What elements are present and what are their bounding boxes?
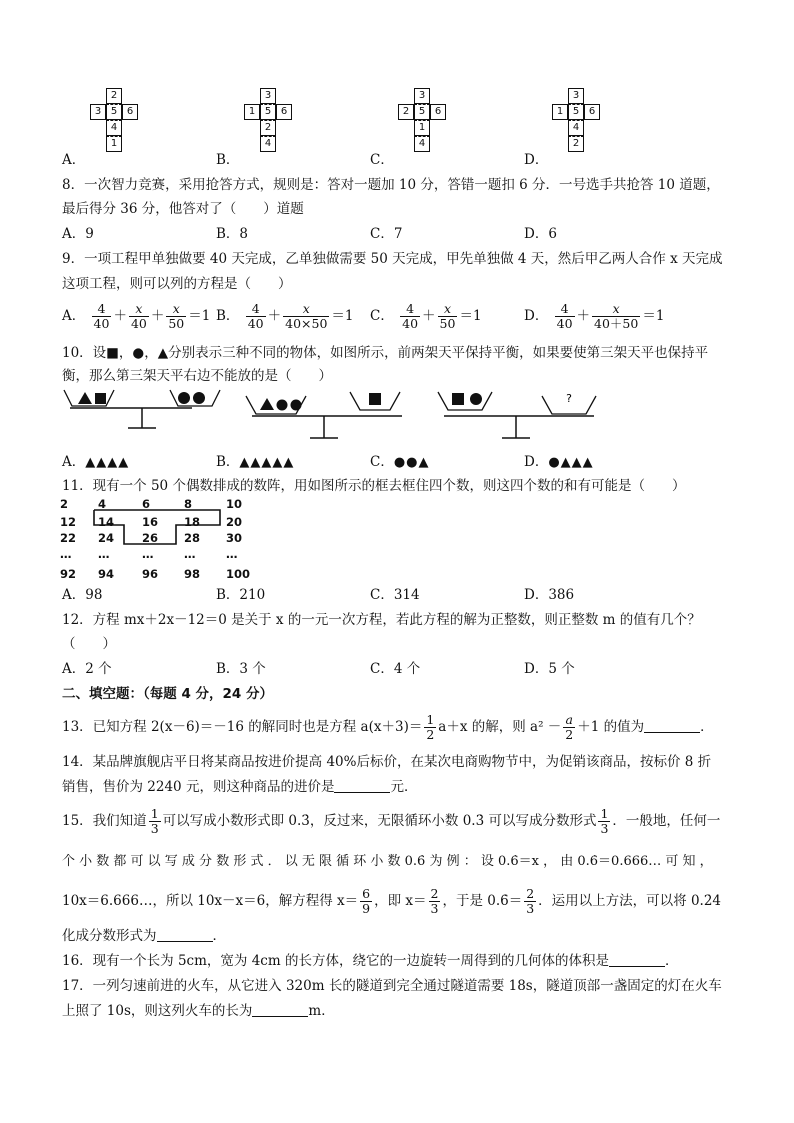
q9c-frac-2: $\frac{x}{50}$: [439, 301, 456, 331]
array-number: 18: [184, 515, 201, 529]
net-face: 2: [106, 88, 122, 104]
net-face: 2: [260, 120, 276, 136]
q9-option-b: B． $\frac{4}{40}$ ＋ $\frac{x}{40\times 50}$ ＝1: [216, 301, 354, 331]
q9-text-1: 9．一项工程甲单独做要 40 天完成，乙单独做需要 50 天完成，甲先单独做 4 天，然后甲乙两人合作 x 天完成: [62, 251, 723, 267]
net-face: 4: [260, 136, 276, 152]
net-option-label: B．: [216, 152, 240, 168]
array-number: …: [184, 547, 196, 561]
q9a-frac-1: $\frac{4}{40}$: [93, 301, 110, 331]
q14-text-1: 14．某品牌旗舰店平日将某商品按进价提高 40%后标价，在某次电商购物节中，为促销该商品，按标价 8 折: [62, 754, 712, 770]
q10-option-a: A．▲▲▲▲: [62, 454, 130, 470]
q9-option-b-label: B．: [216, 308, 240, 324]
net-face: 5: [106, 104, 122, 120]
q11-option-a: A．98: [62, 587, 103, 603]
array-number: 96: [142, 567, 159, 581]
net-face: 4: [106, 120, 122, 136]
q15-answer-blank[interactable]: [157, 927, 213, 942]
q9b-frac-2: $\frac{x}{40\times 50}$: [285, 301, 328, 331]
q8-text-2: 最后得分 36 分，他答对了（ ）道题: [62, 201, 304, 217]
q9c-frac-1: $\frac{4}{40}$: [402, 301, 419, 331]
array-number: 30: [226, 531, 243, 545]
q12-option-b: B．3 个: [216, 661, 266, 677]
q12-option-a: A．2 个: [62, 661, 112, 677]
array-number: …: [142, 547, 154, 561]
q8-option-a: A．9: [62, 226, 94, 242]
array-number: 24: [98, 531, 115, 545]
q13-answer-blank[interactable]: [644, 718, 700, 733]
balance-scale-3: [438, 392, 596, 438]
q15-text-3: 10x＝6.666…，所以 10x－x＝6，解方程得 x＝ $\frac{6}{9}$ ，即 x＝ $\frac{2}{3}$ ，于是 0.6̇＝ $\frac{2}{3}$ ．运用以上方法，可以将 0.2̇4̇: [62, 886, 722, 916]
question-mark: ?: [566, 392, 572, 405]
net-face: 1: [244, 104, 260, 120]
array-number: 92: [60, 567, 77, 581]
net-option-label: D．: [524, 152, 549, 168]
q17-text-2: 上照了 10s，则这列火车的长为 m．: [62, 1003, 335, 1019]
array-number: 2: [60, 497, 69, 511]
net-face: 4: [568, 120, 584, 136]
q9-option-d-label: D．: [524, 308, 549, 324]
q8-option-b: B．8: [216, 226, 249, 242]
q9a-frac-3: $\frac{x}{50}$: [168, 301, 185, 331]
net-face: 5: [568, 104, 584, 120]
q9-option-c: C． $\frac{4}{40}$ ＋ $\frac{x}{50}$ ＝1: [370, 301, 482, 331]
q9d-frac-1: $\frac{4}{40}$: [556, 301, 573, 331]
array-number: 10: [226, 497, 243, 511]
balance-scale-2: [246, 392, 402, 438]
net-face: 4: [414, 136, 430, 152]
q17-text-1: 17．一列匀速前进的火车，从它进入 320m 长的隧道到完全通过隧道需要 18s，隧道顶部一盏固定的灯在火车: [62, 978, 722, 994]
net-face: 3: [568, 88, 584, 104]
q10-option-c: C．●●▲: [370, 454, 430, 470]
net-face: 2: [568, 136, 584, 152]
net-face: 1: [106, 136, 122, 152]
q9-option-c-label: C．: [370, 308, 394, 324]
q9b-frac-1: $\frac{4}{40}$: [247, 301, 264, 331]
array-number: 6: [142, 497, 151, 511]
array-number: 20: [226, 515, 243, 529]
q16-answer-blank[interactable]: [609, 952, 665, 967]
q14-answer-blank[interactable]: [334, 778, 390, 793]
section-heading-fill-in: 二、填空题：（每题 4 分，24 分）: [62, 686, 274, 702]
net-face: 3: [414, 88, 430, 104]
net-face: 2: [398, 104, 414, 120]
q14-text-2: 销售，售价为 2240 元，则这种商品的进价是 元．: [62, 779, 418, 795]
q13-text: 13．已知方程 2(x－6)＝－16 的解同时也是方程 a(x＋3)＝ $\frac{1}{2}$ a＋x 的解，则 a² － $\frac{a}{2}$ ＋1 的值为 ．: [62, 712, 714, 742]
q12-text-2: （ ）: [62, 636, 116, 652]
array-number: 98: [184, 567, 201, 581]
array-number: 14: [98, 515, 115, 529]
array-number: …: [98, 547, 110, 561]
q9-option-a: A． $\frac{4}{40}$ ＋ $\frac{x}{40}$ ＋ $\frac{x}{50}$ ＝1: [62, 301, 211, 331]
q9d-frac-2: $\frac{x}{40+50}$: [594, 301, 639, 331]
array-number: 22: [60, 531, 77, 545]
net-option-label: A．: [62, 152, 86, 168]
q17-answer-blank[interactable]: [252, 1002, 308, 1017]
q9-text-2: 这项工程，则可以列的方程是（ ）: [62, 276, 292, 292]
array-number: …: [60, 547, 72, 561]
array-number: 100: [226, 567, 251, 581]
net-face: 5: [260, 104, 276, 120]
net-face: 6: [584, 104, 600, 120]
q12-option-c: C．4 个: [370, 661, 421, 677]
balance-scales-figure: [60, 386, 620, 446]
array-number: …: [226, 547, 238, 561]
net-face: 6: [122, 104, 138, 120]
array-number: 26: [142, 531, 159, 545]
q8-text-1: 8．一次智力竞赛，采用抢答方式，规则是：答对一题加 10 分，答错一题扣 6 分．一号选手共抢答 10 道题，: [62, 177, 720, 193]
array-number: 28: [184, 531, 201, 545]
array-number: 94: [98, 567, 115, 581]
q9a-frac-2: $\frac{x}{40}$: [130, 301, 147, 331]
q15-text-1: 15．我们知道 $\frac{1}{3}$ 可以写成小数形式即 0.3̇，反过来，无限循环小数 0.3̇ 可以写成分数形式 $\frac{1}{3}$ ．一般地，任何一: [62, 806, 721, 836]
q10-text-2: 衡，那么第三架天平右边不能放的是（ ）: [62, 368, 332, 384]
q11-option-d: D．386: [524, 587, 575, 603]
net-face: 1: [414, 120, 430, 136]
array-number: 16: [142, 515, 159, 529]
net-face: 6: [430, 104, 446, 120]
array-number: 12: [60, 515, 77, 529]
net-face: 3: [260, 88, 276, 104]
array-number: 4: [98, 497, 107, 511]
q10-text-1: 10．设■，●，▲分别表示三种不同的物体，如图所示，前两架天平保持平衡，如果要使第三架天平也保持平: [62, 345, 709, 361]
net-face: 3: [90, 104, 106, 120]
q11-text-1: 11．现有一个 50 个偶数排成的数阵，用如图所示的框去框住四个数，则这四个数的和有可能是（ ）: [62, 478, 686, 494]
q8-option-c: C．7: [370, 226, 403, 242]
q12-option-d: D．5 个: [524, 661, 575, 677]
q11-option-c: C．314: [370, 587, 420, 603]
q12-text-1: 12．方程 mx＋2x－12＝0 是关于 x 的一元一次方程，若此方程的解为正整数，则正整数 m 的值有几个？: [62, 612, 701, 628]
q10-option-b: B．▲▲▲▲▲: [216, 454, 295, 470]
balance-scale-1: [64, 390, 220, 428]
q11-option-b: B．210: [216, 587, 266, 603]
net-face: 5: [414, 104, 430, 120]
q15-text-4: 化成分数形式为 ．: [62, 928, 226, 944]
q16-text: 16．现有一个长为 5cm，宽为 4cm 的长方体，绕它的一边旋转一周得到的几何体的体积是 ．: [62, 953, 679, 969]
net-face: 1: [552, 104, 568, 120]
selection-frame: [60, 496, 260, 582]
q9-option-d: D． $\frac{4}{40}$ ＋ $\frac{x}{40+50}$ ＝1: [524, 301, 665, 331]
array-number: 8: [184, 497, 193, 511]
q10-option-d: D．●▲▲▲: [524, 454, 594, 470]
net-option-label: C．: [370, 152, 394, 168]
q9-option-a-label: A．: [62, 308, 86, 324]
q15-text-2: 个 小 数 都 可 以 写 成 分 数 形 式 ． 以 无 限 循 环 小 数 0.6̇ 为 例 ： 设 0.6̇＝x ， 由 0.6̇＝0.666… 可 知 ，: [62, 854, 713, 869]
net-face: 6: [276, 104, 292, 120]
q8-option-d: D．6: [524, 226, 557, 242]
